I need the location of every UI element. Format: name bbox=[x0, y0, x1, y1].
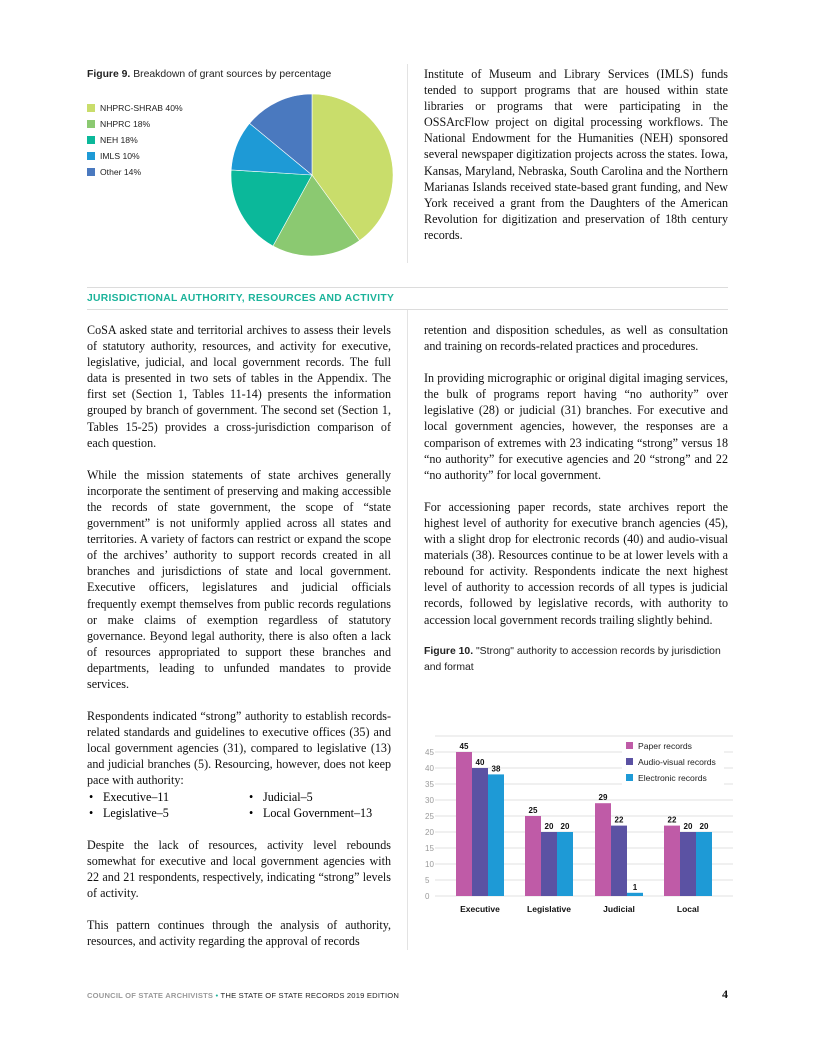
resourcing-list bbox=[87, 789, 391, 821]
bar-executive-paper-records bbox=[456, 752, 472, 896]
paragraph: retention and disposition schedules, as well as consultation and training on records-related practices and procedures. bbox=[424, 323, 728, 354]
list-item: • Local Government–13 bbox=[247, 805, 407, 821]
legend-item bbox=[87, 132, 183, 148]
legend-swatch bbox=[626, 774, 633, 781]
bar-value-label: 45 bbox=[459, 742, 469, 751]
bar-chart bbox=[415, 728, 735, 918]
paragraph: While the mission statements of state archives generally incorporate the sentiment of preserving and making accessible the records of state government, the scope of “state government” is not uniformly applied across all states and territories. A variety of factors can restrict or expand the scope of the archives’ authority to support records created in all branches and jurisdictions of state and local government. Executive officers, legislatures and judicial officials frequently exempt themselves from public records regulations or make claims of exemption regardless of statutory governance. Beyond legal authority, there is also often a lack of resources appropriated to support these branches and departments, leading to unfunded mandates to provide services. bbox=[87, 467, 391, 691]
bar-value-label: 22 bbox=[614, 815, 624, 825]
y-tick-label: 35 bbox=[425, 780, 434, 789]
list-item: • Legislative–5 bbox=[87, 805, 247, 821]
figure-9-title: Breakdown of grant sources by percentage bbox=[130, 69, 332, 80]
bar-value-label: 25 bbox=[528, 806, 538, 815]
bar-value-label: 20 bbox=[544, 822, 554, 831]
intro-paragraph-right: Institute of Museum and Library Services (IMLS) funds tended to support programs that are housed within state libraries or programs that were participating in the OSSArcFlow project on digital processing workflows. The National Endowment for the Humanities (NEH) sponsored several newspaper digitization projects across the states. Iowa, Kansas, Maryland, Nebraska, South Carolina and the Northern Marianas Islands received state-based grant funding, and New York received a grant from the Daughters of the American Revolution for digitization and preservation of 18th century records. bbox=[424, 67, 728, 242]
y-tick-label: 40 bbox=[425, 764, 434, 773]
bar-value-label: 29 bbox=[598, 793, 608, 803]
x-category-label: Judicial bbox=[603, 904, 635, 914]
legend-swatch bbox=[87, 120, 95, 128]
legend-swatch bbox=[626, 758, 633, 765]
bar-value-label: 22 bbox=[667, 815, 677, 825]
legend-label: IMLS 10% bbox=[100, 151, 140, 161]
bar-value-label: 20 bbox=[560, 822, 570, 831]
figure-9-label: Figure 9. bbox=[87, 69, 131, 80]
legend-label: Other 14% bbox=[100, 167, 142, 177]
paragraph: In providing micrographic or original digital imaging services, the bulk of programs report having “no authority” over legislative (28) or judicial (31) branches. For executive and local government agencies, however, the responses are a comparison of extremes with 23 indicating “strong” versus 18 “no authority” for executive agencies and 20 “strong” and 22 “no authority” for local government. bbox=[424, 371, 728, 482]
legend-item bbox=[87, 100, 183, 116]
bar-judicial-audio-visual-records bbox=[611, 826, 627, 896]
legend-swatch bbox=[87, 104, 95, 112]
bar-executive-electronic-records bbox=[488, 774, 504, 896]
legend-label: Paper records bbox=[638, 741, 692, 751]
legend-label: Electronic records bbox=[638, 773, 707, 783]
column-divider-bottom bbox=[407, 310, 408, 950]
paragraph: Respondents indicated “strong” authority to establish records-related standards and guidelines to executive offices (35) and local government agencies (31), compared to legislative (13) and judicial branches (5). Resourcing, however, does not keep pace with authority: bbox=[87, 709, 391, 788]
y-tick-label: 20 bbox=[425, 828, 434, 837]
paragraph: This pattern continues through the analysis of authority, resources, and activity regarding the approval of records bbox=[87, 918, 391, 949]
legend-label: NHPRC-SHRAB 40% bbox=[100, 103, 183, 113]
bar-local-paper-records bbox=[664, 826, 680, 896]
bar-value-label: 40 bbox=[475, 758, 485, 767]
bar-legislative-electronic-records bbox=[557, 832, 573, 896]
paragraph: Despite the lack of resources, activity level rebounds somewhat for executive and local government agencies with 22 and 21 respondents, respectively, indicating “strong” levels of activity. bbox=[87, 837, 391, 900]
bar-local-audio-visual-records bbox=[680, 832, 696, 896]
y-tick-label: 5 bbox=[425, 876, 430, 885]
legend-label: NHPRC 18% bbox=[100, 119, 151, 129]
x-category-label: Legislative bbox=[527, 904, 571, 914]
legend-swatch bbox=[87, 136, 95, 144]
footer-org: COUNCIL OF STATE ARCHIVISTS bbox=[87, 991, 214, 1000]
paragraph: CoSA asked state and territorial archives to assess their levels of statutory authority, resources, and activity for executive, legislative, judicial, and local government records. The full data is presented in two sets of tables in the Appendix. The first set (Section 1, Tables 11-14) presents the information grouped by branch of government. The second set (Section 1, Tables 15-25) provides a cross-jurisdiction comparison of each question. bbox=[87, 323, 391, 450]
y-tick-label: 15 bbox=[425, 844, 434, 853]
footer-title: THE STATE OF STATE RECORDS 2019 EDITION bbox=[220, 991, 400, 1000]
legend-item bbox=[87, 164, 183, 180]
bar-local-electronic-records bbox=[696, 832, 712, 896]
pie-chart bbox=[225, 90, 405, 270]
legend-label: Audio-visual records bbox=[638, 757, 716, 767]
bar-executive-audio-visual-records bbox=[472, 768, 488, 896]
bar-judicial-electronic-records bbox=[627, 893, 643, 896]
bar-value-label: 1 bbox=[632, 882, 638, 892]
bar-legislative-audio-visual-records bbox=[541, 832, 557, 896]
x-category-label: Executive bbox=[460, 904, 500, 914]
y-tick-label: 0 bbox=[425, 892, 430, 901]
column-divider-top bbox=[407, 64, 408, 263]
footer-separator: • bbox=[213, 991, 221, 1000]
list-item: • Executive–11 bbox=[87, 789, 247, 805]
y-tick-label: 10 bbox=[425, 860, 434, 869]
legend-item bbox=[87, 116, 183, 132]
legend-swatch bbox=[87, 168, 95, 176]
page-footer bbox=[87, 991, 399, 1000]
bar-value-label: 20 bbox=[683, 822, 693, 831]
x-category-label: Local bbox=[676, 904, 700, 914]
y-tick-label: 25 bbox=[425, 812, 434, 821]
legend-item bbox=[87, 148, 183, 164]
y-tick-label: 45 bbox=[425, 748, 434, 757]
page-number: 4 bbox=[722, 987, 728, 1001]
y-tick-label: 30 bbox=[425, 796, 434, 805]
figure-10-caption bbox=[424, 644, 728, 676]
bar-value-label: 20 bbox=[699, 822, 709, 831]
bar-legislative-paper-records bbox=[525, 816, 541, 896]
pie-legend bbox=[87, 100, 183, 180]
paragraph: For accessioning paper records, state archives report the highest level of authority for executive branch agencies (45), with a slight drop for electronic records (40) and audio-visual materials (38). Resources continue to be at lower levels with a rebound for activity. Respondents indicate the next highest level of authority to accession records of all types is judicial records, followed by legislative records, with authority to accession local government records trailing slightly behind. bbox=[424, 499, 728, 627]
figure-9-caption bbox=[87, 67, 387, 83]
figure-10-label: Figure 10. bbox=[424, 645, 474, 657]
figure-10-title: "Strong" authority to accession records by jurisdiction and format bbox=[424, 645, 721, 673]
section-rule-top bbox=[87, 287, 728, 288]
list-item: • Judicial–5 bbox=[247, 789, 407, 805]
legend-label: NEH 18% bbox=[100, 135, 138, 145]
section-heading: JURISDICTIONAL AUTHORITY, RESOURCES AND ACTIVITY bbox=[87, 293, 395, 304]
legend-swatch bbox=[87, 152, 95, 160]
left-column bbox=[87, 322, 391, 949]
legend-swatch bbox=[626, 742, 633, 749]
bar-value-label: 38 bbox=[491, 764, 501, 774]
bar-judicial-paper-records bbox=[595, 803, 611, 896]
right-column bbox=[424, 322, 728, 676]
